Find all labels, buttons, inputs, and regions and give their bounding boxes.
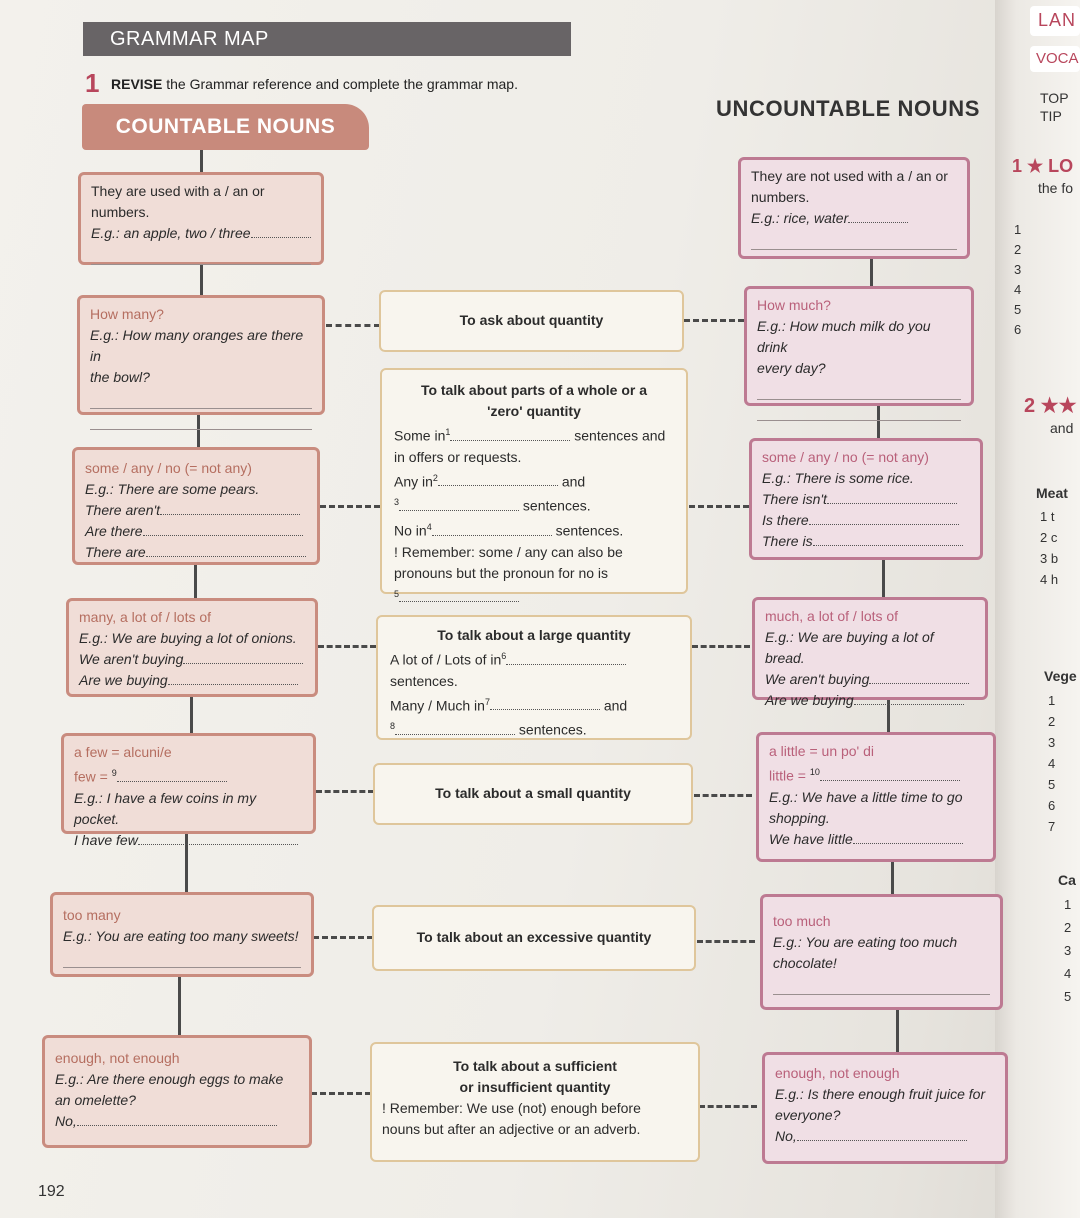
answer-line[interactable] <box>757 381 961 400</box>
connector-right <box>882 560 885 598</box>
rule-line <box>390 692 678 717</box>
connector-left <box>200 150 203 172</box>
rule-text: and <box>603 697 628 714</box>
example-line <box>85 500 307 521</box>
page-title: GRAMMAR MAP <box>83 22 571 56</box>
answer-blank[interactable] <box>160 514 300 515</box>
purpose-text: To talk about an excessive quantity <box>416 929 652 945</box>
item-number: 5 <box>1014 302 1022 317</box>
purpose-excessive-quantity <box>372 905 696 971</box>
meat-items <box>1040 506 1058 590</box>
box-text: E.g.: How many oranges are there in <box>90 327 304 364</box>
rule-line <box>394 584 674 609</box>
box-text: E.g.: I have a few coins in my pocket. <box>74 789 257 827</box>
example-text: There isn't <box>762 491 827 507</box>
connector-right <box>891 862 894 894</box>
blank-number: 4 <box>426 521 432 532</box>
blank-number: 2 <box>432 472 438 483</box>
box-text: E.g.: There is some rice. <box>762 470 914 486</box>
top-tip-label: TOP <box>1040 90 1069 106</box>
answer-line[interactable] <box>90 411 312 430</box>
category-items <box>1064 893 1071 1008</box>
keyword: few = <box>74 768 108 785</box>
keyword: some / any / no (= not any) <box>762 449 929 465</box>
example-line <box>765 690 975 711</box>
answer-line[interactable] <box>751 231 957 250</box>
keyword: How much? <box>757 297 831 313</box>
purpose-text: 'zero' quantity <box>487 403 581 419</box>
top-tip-label: TIP <box>1040 108 1062 124</box>
item-number: 1 t <box>1040 509 1055 524</box>
blank-number: 9 <box>111 768 117 778</box>
blank-number: 7 <box>484 696 490 707</box>
purpose-text: To talk about a large quantity <box>437 627 631 643</box>
rule-text: Many / Much in <box>390 697 485 714</box>
blank-number: 8 <box>390 721 396 732</box>
purpose-large-quantity <box>376 615 692 740</box>
dash-connector <box>320 505 380 508</box>
example-line <box>74 830 303 851</box>
side-exercise-1: 1 ★ LO <box>1012 156 1074 176</box>
item-number: 2 <box>1014 242 1022 257</box>
connector-left <box>178 977 181 1035</box>
example-line <box>762 510 970 531</box>
item-number: 5 <box>1064 989 1072 1004</box>
side-tab-language[interactable]: LAN <box>1030 6 1080 36</box>
example-text: We have little <box>769 830 853 847</box>
box-text: E.g.: You are eating too many sweets! <box>63 928 299 944</box>
rule-line <box>394 492 674 517</box>
box-text: E.g.: Is there enough fruit juice for <box>775 1086 986 1102</box>
dash-connector <box>692 645 750 648</box>
example-text: Is there <box>762 512 809 528</box>
box-text: They are not used with a / an or <box>751 168 948 184</box>
uncountable-some-any-box <box>749 438 983 560</box>
connector-right <box>896 1010 899 1052</box>
dash-connector <box>311 1092 371 1095</box>
box-text: E.g.: How much milk do you drink <box>757 318 931 355</box>
uncountable-nouns-header: UNCOUNTABLE NOUNS <box>716 96 981 121</box>
answer-blank[interactable] <box>869 683 969 684</box>
rule-text: sentences. <box>555 522 624 539</box>
dash-connector <box>326 324 380 327</box>
instruction-text: the Grammar reference and complete the grammar map. <box>166 76 518 92</box>
countable-usage-box <box>78 172 324 265</box>
rule-line <box>394 468 674 493</box>
countable-nouns-header: COUNTABLE NOUNS <box>82 104 369 150</box>
side-exercise-1-text: the fo <box>1038 180 1074 196</box>
answer-blank[interactable] <box>853 843 963 844</box>
answer-line[interactable] <box>63 949 301 968</box>
a-few-box <box>61 733 316 848</box>
blank-number: 10 <box>809 767 820 777</box>
keyword: How many? <box>90 306 164 322</box>
answer-blank[interactable] <box>168 684 298 685</box>
dash-connector <box>316 790 374 793</box>
purpose-sufficient-quantity <box>370 1042 700 1162</box>
answer-blank[interactable] <box>848 222 908 223</box>
example-text: No, <box>55 1113 77 1129</box>
dash-connector <box>318 645 376 648</box>
too-much-box <box>760 894 1003 1010</box>
page-number: 192 <box>38 1183 65 1200</box>
rule-text: in offers or requests. <box>394 448 522 465</box>
example-line <box>751 208 957 229</box>
purpose-ask-quantity <box>379 290 684 352</box>
example-line <box>79 649 305 670</box>
box-text: the bowl? <box>90 369 150 385</box>
answer-blank[interactable] <box>432 535 552 536</box>
keyword: too much <box>773 913 831 929</box>
box-text: chocolate! <box>773 955 837 971</box>
answer-blank[interactable] <box>117 781 227 782</box>
answer-line[interactable] <box>91 246 311 265</box>
item-number: 2 <box>1048 714 1056 729</box>
answer-blank[interactable] <box>146 556 306 557</box>
example-line <box>762 489 970 510</box>
example-line <box>79 670 305 691</box>
keyword: a few = alcuni/e <box>74 744 172 760</box>
answer-line[interactable] <box>757 402 961 421</box>
example-text: E.g.: an apple, two / three <box>91 225 251 241</box>
rule-line <box>394 517 674 542</box>
remember-note: pronouns but the pronoun for no is <box>394 564 609 581</box>
answer-blank[interactable] <box>138 844 298 845</box>
example-line <box>765 669 975 690</box>
example-line <box>55 1111 299 1132</box>
example-text: We aren't buying <box>79 651 184 667</box>
box-text: numbers. <box>91 204 150 220</box>
keyword: much, a lot of / lots of <box>765 608 899 624</box>
item-number: 1 <box>1064 897 1072 912</box>
how-much-box <box>744 286 974 406</box>
rule-line <box>390 716 678 741</box>
answer-blank[interactable] <box>827 503 957 504</box>
box-text: an omelette? <box>55 1092 136 1108</box>
connector-left <box>190 697 193 733</box>
example-line <box>85 542 307 563</box>
box-text: E.g.: We are buying a lot of onions. <box>79 630 297 646</box>
countable-some-any-box <box>72 447 320 565</box>
connector-right <box>870 258 873 286</box>
dash-connector <box>697 940 755 943</box>
item-number: 3 <box>1048 735 1056 750</box>
purpose-text: To talk about a sufficient <box>453 1058 617 1074</box>
how-many-box <box>77 295 325 415</box>
vegetables-label: Vege <box>1044 668 1077 684</box>
keyword: a little = un po' di <box>769 743 875 759</box>
rule-text: A lot of / Lots of in <box>390 651 502 668</box>
item-number: 4 <box>1048 756 1056 771</box>
answer-blank[interactable] <box>797 1140 967 1141</box>
purpose-small-quantity <box>373 763 693 825</box>
example-line <box>769 762 983 787</box>
purpose-text: To ask about quantity <box>459 312 604 328</box>
rule-text: sentences. <box>522 497 591 514</box>
remember-note: ! Remember: some / any can also be <box>394 543 623 560</box>
keyword: enough, not enough <box>55 1050 180 1066</box>
purpose-text: To talk about parts of a whole or a <box>420 382 648 398</box>
purpose-text: To talk about a small quantity <box>435 785 631 801</box>
example-text: No, <box>775 1128 797 1144</box>
instruction-verb: REVISE <box>111 76 163 92</box>
answer-blank[interactable] <box>77 1125 277 1126</box>
answer-blank[interactable] <box>506 664 626 665</box>
answer-line[interactable] <box>773 976 990 995</box>
example-line <box>769 829 983 850</box>
answer-blank[interactable] <box>399 601 519 602</box>
example-text: Are there <box>85 523 143 539</box>
answer-blank[interactable] <box>854 704 964 705</box>
example-text: There is <box>762 533 813 549</box>
box-text: E.g.: There are some pears. <box>85 481 260 497</box>
example-text: E.g.: rice, water <box>751 210 849 226</box>
item-number: 6 <box>1048 798 1056 813</box>
side-exercise-2: 2 ★★ <box>1024 395 1077 417</box>
item-number: 1 <box>1048 693 1056 708</box>
keyword: little = <box>769 767 806 784</box>
countable-large-quantity-box <box>66 598 318 697</box>
exercise-instruction <box>111 76 518 92</box>
item-number: 7 <box>1048 819 1056 834</box>
answer-blank[interactable] <box>809 524 959 525</box>
example-text: There aren't <box>85 502 161 518</box>
answer-blank[interactable] <box>813 545 963 546</box>
box-text: every day? <box>757 360 826 376</box>
item-number: 6 <box>1014 322 1022 337</box>
box-text: shopping. <box>769 809 830 826</box>
connector-left <box>194 565 197 600</box>
item-number: 4 <box>1064 966 1072 981</box>
vegetables-items <box>1048 690 1055 837</box>
box-text: E.g.: We have a little time to go <box>769 788 963 805</box>
rule-text: Some in <box>394 427 446 444</box>
example-line <box>762 531 970 552</box>
example-text: I have few <box>74 831 138 848</box>
box-text: They are used with a / an or <box>91 183 265 199</box>
rule-text: and <box>561 473 586 490</box>
item-number: 2 c <box>1040 530 1058 545</box>
side-tab-vocabulary[interactable]: VOCA <box>1030 46 1080 72</box>
item-number: 3 b <box>1040 551 1059 566</box>
rule-text: sentences. <box>390 672 458 689</box>
box-text: E.g.: You are eating too much <box>773 934 958 950</box>
too-many-box <box>50 892 314 977</box>
uncountable-large-quantity-box <box>752 597 988 708</box>
item-number: 3 <box>1064 943 1072 958</box>
answer-blank[interactable] <box>143 535 303 536</box>
example-text: There are <box>85 544 146 560</box>
box-text: E.g.: We are buying a lot of bread. <box>765 629 934 666</box>
dash-connector <box>694 794 752 797</box>
answer-blank[interactable] <box>251 237 311 238</box>
rule-text: sentences and <box>574 427 666 444</box>
box-text: numbers. <box>751 189 810 205</box>
item-number: 3 <box>1014 262 1022 277</box>
answer-blank[interactable] <box>395 734 515 735</box>
blank-number: 3 <box>394 497 400 508</box>
exercise-number: 1 <box>85 68 100 98</box>
example-line <box>775 1126 995 1147</box>
box-text: everyone? <box>775 1107 841 1123</box>
rule-text: sentences. <box>518 721 587 738</box>
dash-connector <box>699 1105 757 1108</box>
rule-line <box>390 646 678 671</box>
blank-number: 1 <box>445 427 451 437</box>
connector-left <box>200 265 203 295</box>
purpose-text: or insufficient quantity <box>459 1079 611 1095</box>
a-little-box <box>756 732 996 862</box>
answer-blank[interactable] <box>438 485 558 486</box>
item-number: 2 <box>1064 920 1072 935</box>
rule-line <box>394 422 674 447</box>
answer-blank[interactable] <box>490 709 600 710</box>
item-number: 1 <box>1014 222 1022 237</box>
dash-connector <box>684 319 744 322</box>
rule-text: No in <box>394 522 427 539</box>
example-line <box>74 763 303 788</box>
item-number: 4 <box>1014 282 1022 297</box>
purpose-parts-of-whole <box>380 368 688 599</box>
item-number: 5 <box>1048 777 1056 792</box>
box-text: E.g.: Are there enough eggs to make <box>55 1071 284 1087</box>
remember-note: nouns but after an adjective or an adverb. <box>382 1121 641 1137</box>
uncountable-usage-box <box>738 157 970 259</box>
rule-text: Any in <box>394 473 433 490</box>
side-exercise-1-items <box>1014 220 1021 340</box>
answer-blank[interactable] <box>820 780 960 781</box>
category-label: Ca <box>1058 872 1076 888</box>
answer-blank[interactable] <box>450 440 570 441</box>
blank-number: 6 <box>501 651 507 661</box>
answer-blank[interactable] <box>399 510 519 511</box>
dash-connector <box>313 936 373 939</box>
dash-connector <box>689 505 749 508</box>
blank-number: 5 <box>394 588 400 599</box>
answer-blank[interactable] <box>183 663 303 664</box>
uncountable-enough-box <box>762 1052 1008 1164</box>
keyword: enough, not enough <box>775 1065 900 1081</box>
item-number: 4 h <box>1040 572 1059 587</box>
example-text: Are we buying <box>765 692 854 708</box>
keyword: too many <box>63 907 121 923</box>
keyword: many, a lot of / lots of <box>79 609 212 625</box>
example-line <box>91 223 311 244</box>
side-exercise-2-text: and <box>1050 420 1074 436</box>
countable-enough-box <box>42 1035 312 1148</box>
example-text: Are we buying <box>79 672 168 688</box>
meat-label: Meat <box>1036 485 1068 501</box>
example-line <box>85 521 307 542</box>
keyword: some / any / no (= not any) <box>85 460 252 476</box>
remember-note: ! Remember: We use (not) enough before <box>382 1100 641 1116</box>
answer-line[interactable] <box>90 390 312 409</box>
example-text: We aren't buying <box>765 671 870 687</box>
